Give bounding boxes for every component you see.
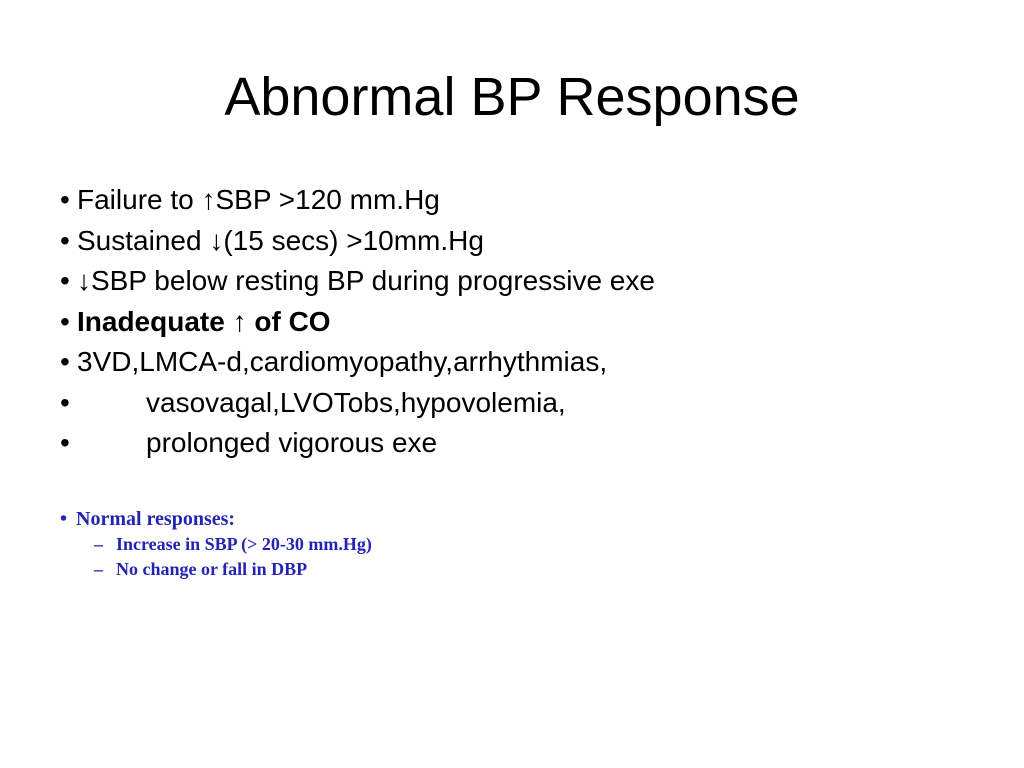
normal-responses-list — [60, 532, 660, 582]
slide-title: Abnormal BP Response — [224, 67, 800, 127]
bullet-item — [60, 302, 1000, 343]
bullet-text-bold: Inadequate ↑ of CO — [77, 305, 331, 337]
sub-list-item — [94, 532, 660, 557]
sub-list-item — [94, 557, 660, 582]
bullet-text: ↓SBP below resting BP during progressive exe — [77, 265, 655, 296]
bullet-item — [60, 180, 1000, 221]
normal-responses-heading-text: Normal responses: — [76, 508, 236, 530]
bullet-text-indented: vasovagal,LVOTobs,hypovolemia, — [146, 386, 566, 418]
bullet-item — [60, 383, 1000, 424]
dash-marker: – — [94, 534, 103, 554]
bullet-item — [60, 221, 1000, 262]
bullet-text: 3VD,LMCA-d,cardiomyopathy,arrhythmias, — [77, 346, 608, 377]
bullet-list — [60, 180, 1000, 464]
bullet-marker: • — [60, 224, 70, 256]
bullet-text: Sustained ↓(15 secs) >10mm.Hg — [77, 224, 484, 256]
bullet-marker: • — [60, 427, 70, 458]
dash-marker: – — [94, 559, 103, 579]
bullet-marker: • — [60, 305, 70, 337]
bullet-marker: • — [60, 346, 70, 377]
bullet-item — [60, 342, 1000, 383]
bullet-text-indented: prolonged vigorous exe — [146, 427, 438, 458]
normal-responses-heading — [60, 506, 660, 532]
bullet-marker: • — [60, 265, 70, 296]
bullet-marker: • — [60, 386, 70, 418]
bullet-item — [60, 423, 1000, 464]
bullet-marker: • — [60, 184, 70, 215]
bullet-marker: • — [60, 508, 68, 530]
sub-list-text: No change or fall in DBP — [116, 559, 308, 579]
normal-responses-block — [60, 506, 660, 582]
sub-list-text: Increase in SBP (> 20-30 mm.Hg) — [116, 534, 372, 554]
bullet-text: Failure to ↑SBP >120 mm.Hg — [77, 184, 440, 215]
bullet-item — [60, 261, 1000, 302]
